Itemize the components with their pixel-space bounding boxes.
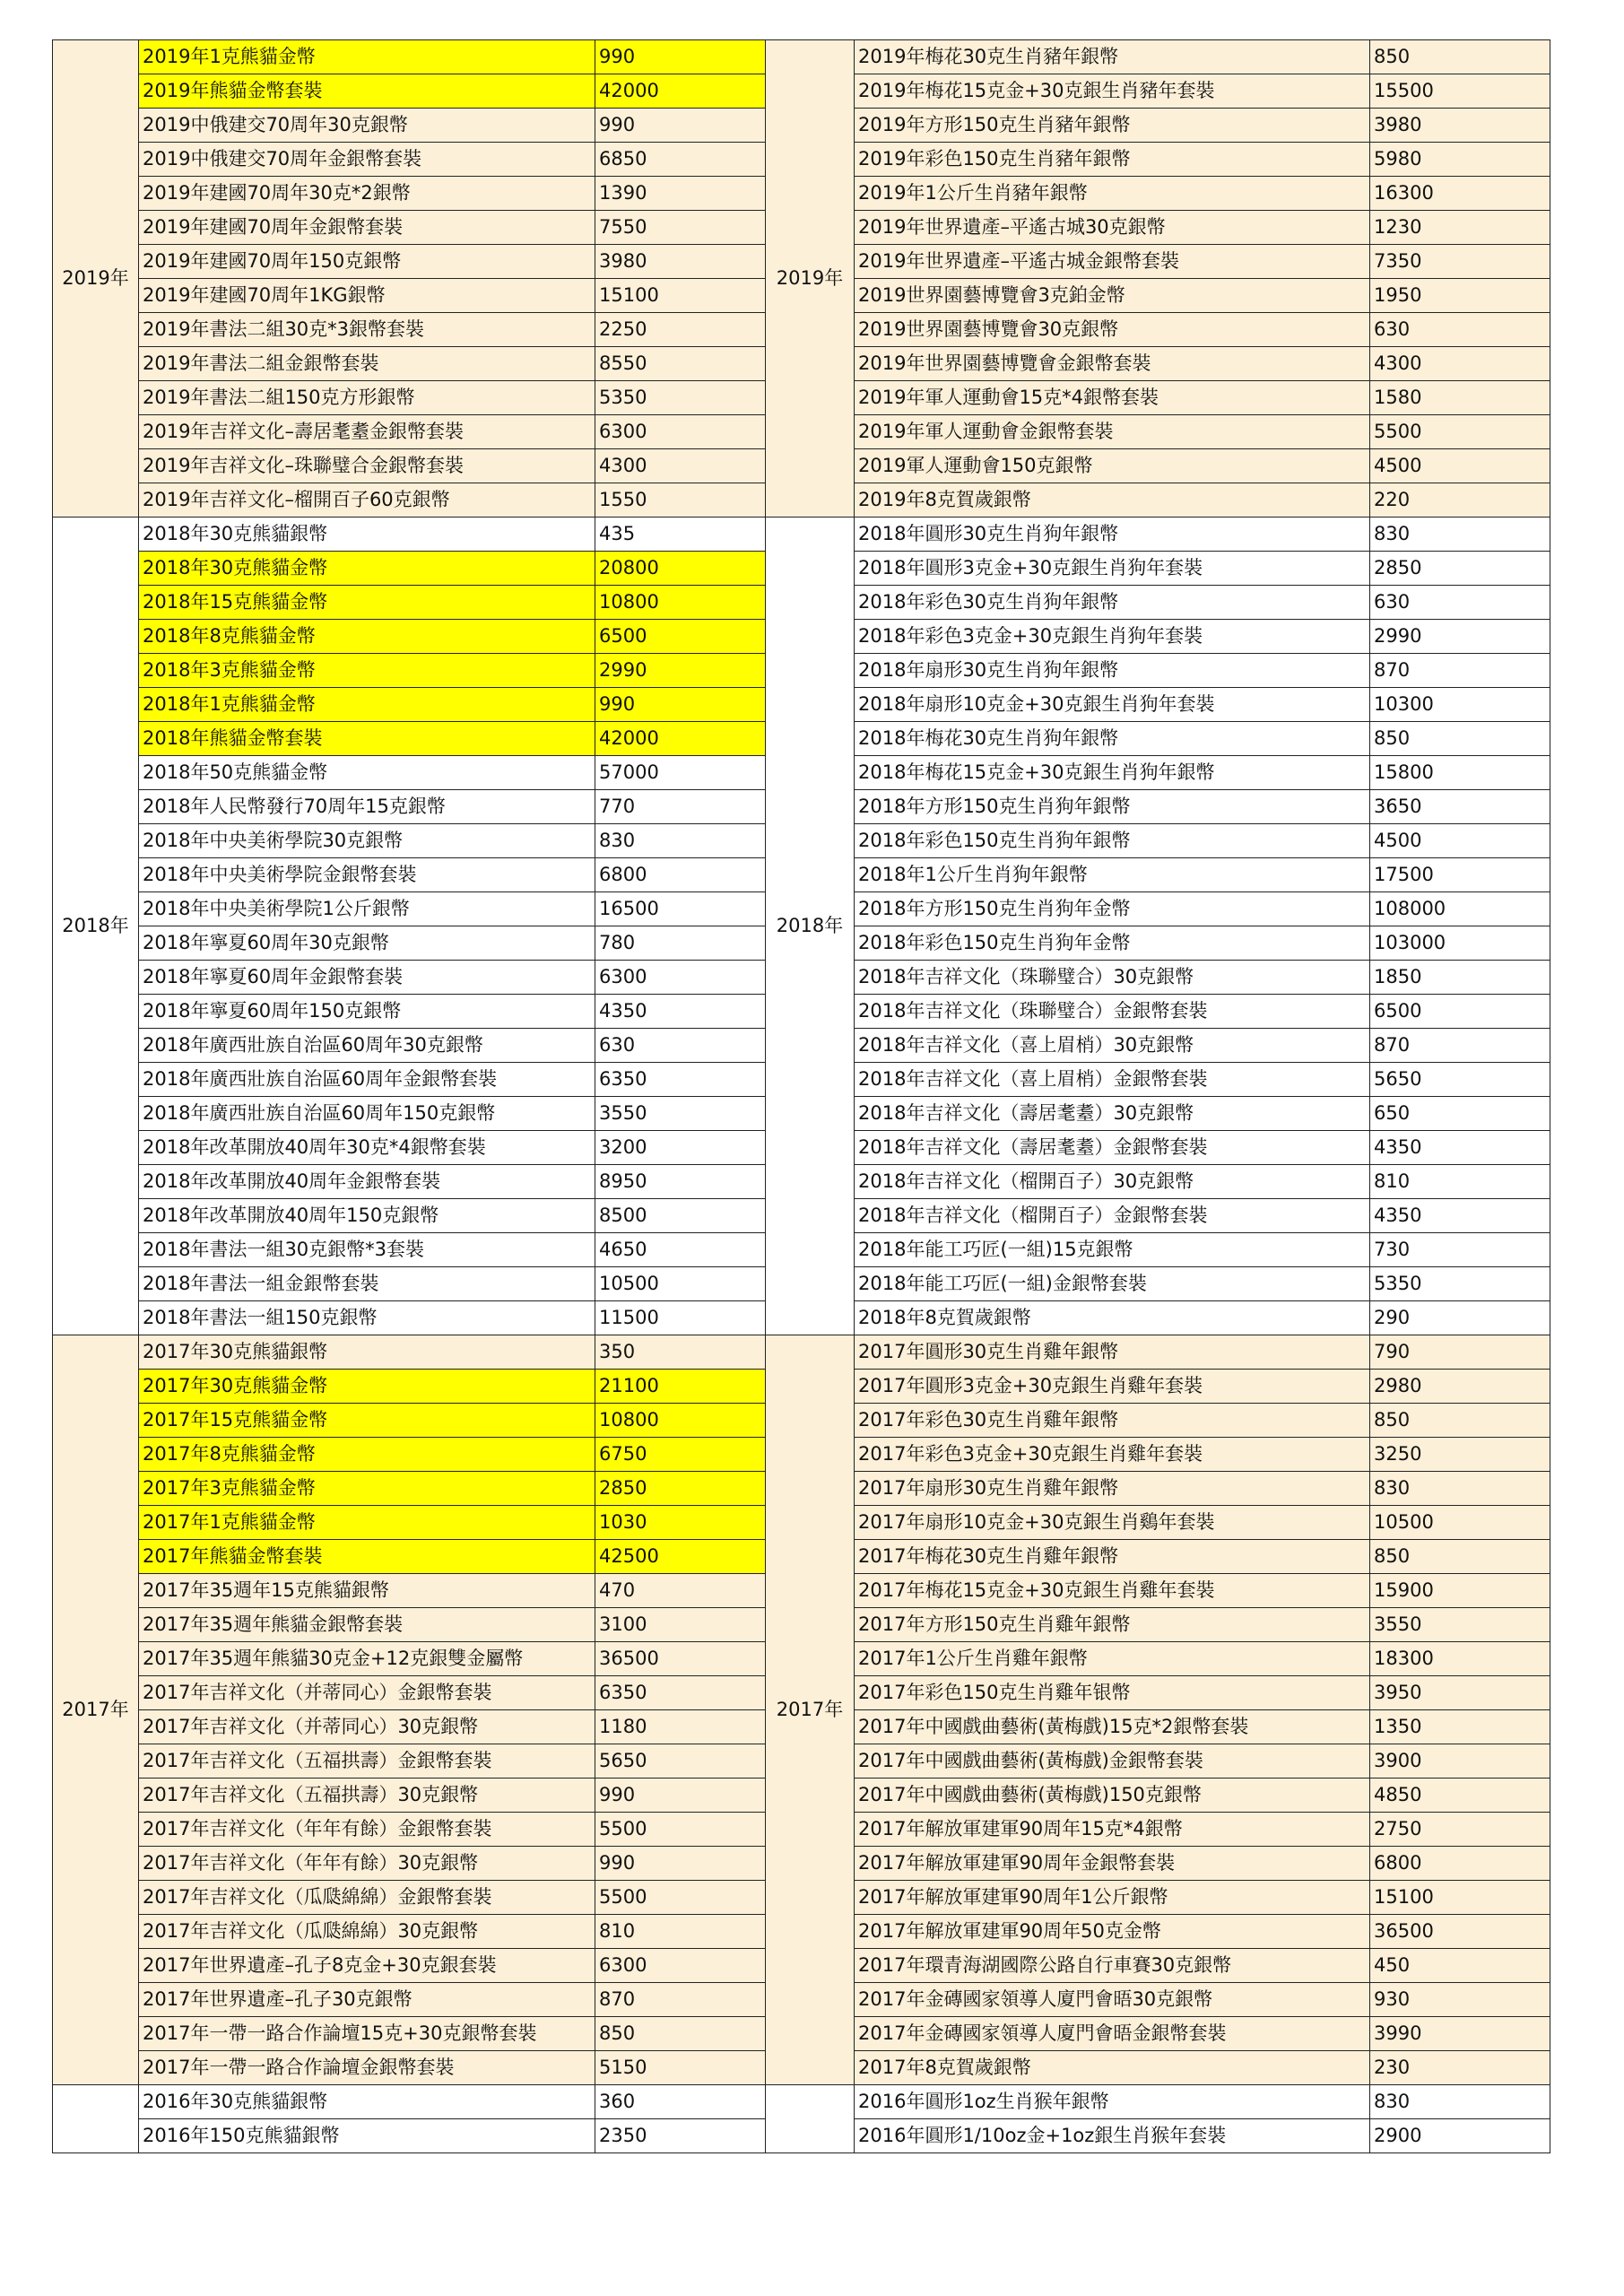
- item-name-cell: 2018年吉祥文化（榴開百子）金銀幣套裝: [855, 1199, 1370, 1233]
- item-price-cell: 10500: [595, 1267, 766, 1301]
- year-label-left: [53, 2085, 139, 2153]
- item-name-cell: 2018年書法一組金銀幣套裝: [139, 1267, 595, 1301]
- item-price-cell: 2990: [1370, 620, 1550, 654]
- item-name-cell: 2017年15克熊貓金幣: [139, 1404, 595, 1438]
- item-price-cell: 4300: [595, 449, 766, 483]
- item-name-cell: 2019年建國70周年金銀幣套裝: [139, 211, 595, 245]
- item-name-cell: 2019年世界遺產–平遙古城30克銀幣: [855, 211, 1370, 245]
- item-name-cell: 2018年寧夏60周年30克銀幣: [139, 926, 595, 961]
- item-name-cell: 2019年方形150克生肖豬年銀幣: [855, 109, 1370, 143]
- year-label-right: 2017年: [766, 1335, 855, 2085]
- item-price-cell: 2750: [1370, 1813, 1550, 1847]
- item-price-cell: 42000: [595, 722, 766, 756]
- item-name-cell: 2019中俄建交70周年金銀幣套裝: [139, 143, 595, 177]
- item-price-cell: 1230: [1370, 211, 1550, 245]
- item-price-cell: 850: [1370, 1540, 1550, 1574]
- item-price-cell: 730: [1370, 1233, 1550, 1267]
- item-price-cell: 5650: [1370, 1063, 1550, 1097]
- item-price-cell: 15100: [1370, 1881, 1550, 1915]
- item-name-cell: 2018年圓形30克生肖狗年銀幣: [855, 517, 1370, 552]
- item-name-cell: 2018年寧夏60周年150克銀幣: [139, 995, 595, 1029]
- item-name-cell: 2018年吉祥文化（珠聯璧合）金銀幣套裝: [855, 995, 1370, 1029]
- item-price-cell: 870: [595, 1983, 766, 2017]
- item-name-cell: 2017年解放軍建軍90周年金銀幣套裝: [855, 1847, 1370, 1881]
- item-name-cell: 2018年人民幣發行70周年15克銀幣: [139, 790, 595, 824]
- item-price-cell: 230: [1370, 2051, 1550, 2085]
- year-label-right: [766, 2085, 855, 2153]
- item-price-cell: 3200: [595, 1131, 766, 1165]
- item-name-cell: 2018年吉祥文化（壽居耄耋）30克銀幣: [855, 1097, 1370, 1131]
- item-name-cell: 2019年吉祥文化–壽居耄耋金銀幣套裝: [139, 415, 595, 449]
- item-price-cell: 870: [1370, 1029, 1550, 1063]
- item-price-cell: 990: [595, 1847, 766, 1881]
- item-name-cell: 2017年中國戲曲藝術(黃梅戲)150克銀幣: [855, 1779, 1370, 1813]
- item-name-cell: 2017年一帶一路合作論壇15克+30克銀幣套裝: [139, 2017, 595, 2051]
- item-price-cell: 360: [595, 2085, 766, 2119]
- item-price-cell: 6800: [595, 858, 766, 892]
- item-name-cell: 2017年梅花30克生肖雞年銀幣: [855, 1540, 1370, 1574]
- item-price-cell: 57000: [595, 756, 766, 790]
- item-price-cell: 7550: [595, 211, 766, 245]
- item-price-cell: 15500: [1370, 74, 1550, 109]
- item-price-cell: 1350: [1370, 1710, 1550, 1744]
- item-name-cell: 2018年中央美術學院金銀幣套裝: [139, 858, 595, 892]
- item-name-cell: 2019年軍人運動會15克*4銀幣套裝: [855, 381, 1370, 415]
- item-price-cell: 435: [595, 517, 766, 552]
- item-name-cell: 2019年熊貓金幣套裝: [139, 74, 595, 109]
- item-price-cell: 16300: [1370, 177, 1550, 211]
- item-name-cell: 2018年寧夏60周年金銀幣套裝: [139, 961, 595, 995]
- item-name-cell: 2017年吉祥文化（瓜瓞綿綿）30克銀幣: [139, 1915, 595, 1949]
- item-name-cell: 2018年改革開放40周年30克*4銀幣套裝: [139, 1131, 595, 1165]
- item-price-cell: 4850: [1370, 1779, 1550, 1813]
- item-price-cell: 17500: [1370, 858, 1550, 892]
- item-price-cell: 3550: [595, 1097, 766, 1131]
- item-price-cell: 3650: [1370, 790, 1550, 824]
- item-name-cell: 2017年環青海湖國際公路自行車賽30克銀幣: [855, 1949, 1370, 1983]
- item-price-cell: 20800: [595, 552, 766, 586]
- item-name-cell: 2018年8克賀歲銀幣: [855, 1301, 1370, 1335]
- item-price-cell: 3980: [595, 245, 766, 279]
- item-price-cell: 3990: [1370, 2017, 1550, 2051]
- item-name-cell: 2018年1公斤生肖狗年銀幣: [855, 858, 1370, 892]
- item-name-cell: 2017年中國戲曲藝術(黃梅戲)15克*2銀幣套裝: [855, 1710, 1370, 1744]
- item-name-cell: 2018年圓形3克金+30克銀生肖狗年套裝: [855, 552, 1370, 586]
- item-price-cell: 6750: [595, 1438, 766, 1472]
- item-name-cell: 2016年圓形1/10oz金+1oz銀生肖猴年套裝: [855, 2119, 1370, 2153]
- item-name-cell: 2017年彩色150克生肖雞年银幣: [855, 1676, 1370, 1710]
- year-label-left: 2018年: [53, 517, 139, 1335]
- item-price-cell: 1180: [595, 1710, 766, 1744]
- item-price-cell: 220: [1370, 483, 1550, 517]
- item-price-cell: 830: [595, 824, 766, 858]
- item-name-cell: 2016年150克熊貓銀幣: [139, 2119, 595, 2153]
- item-price-cell: 42500: [595, 1540, 766, 1574]
- item-price-cell: 10300: [1370, 688, 1550, 722]
- item-price-cell: 5650: [595, 1744, 766, 1779]
- item-price-cell: 7350: [1370, 245, 1550, 279]
- item-name-cell: 2017年解放軍建軍90周年1公斤銀幣: [855, 1881, 1370, 1915]
- item-name-cell: 2019年書法二組金銀幣套裝: [139, 347, 595, 381]
- item-name-cell: 2017年解放軍建軍90周年15克*4銀幣: [855, 1813, 1370, 1847]
- item-name-cell: 2017年吉祥文化（年年有餘）30克銀幣: [139, 1847, 595, 1881]
- item-name-cell: 2017年30克熊貓金幣: [139, 1370, 595, 1404]
- item-name-cell: 2017年一帶一路合作論壇金銀幣套裝: [139, 2051, 595, 2085]
- item-price-cell: 1030: [595, 1506, 766, 1540]
- item-price-cell: 830: [1370, 2085, 1550, 2119]
- item-name-cell: 2018年吉祥文化（喜上眉梢）30克銀幣: [855, 1029, 1370, 1063]
- item-name-cell: 2019年1克熊貓金幣: [139, 40, 595, 74]
- item-name-cell: 2017年30克熊貓銀幣: [139, 1335, 595, 1370]
- item-price-cell: 15900: [1370, 1574, 1550, 1608]
- item-price-cell: 3950: [1370, 1676, 1550, 1710]
- item-name-cell: 2017年35週年15克熊貓銀幣: [139, 1574, 595, 1608]
- year-label-left: 2017年: [53, 1335, 139, 2085]
- item-name-cell: 2018年中央美術學院30克銀幣: [139, 824, 595, 858]
- item-name-cell: 2018年8克熊貓金幣: [139, 620, 595, 654]
- item-price-cell: 350: [595, 1335, 766, 1370]
- table-row: [53, 517, 1550, 552]
- item-price-cell: 6800: [1370, 1847, 1550, 1881]
- item-price-cell: 830: [1370, 517, 1550, 552]
- item-price-cell: 8950: [595, 1165, 766, 1199]
- item-name-cell: 2017年吉祥文化（五福拱壽）30克銀幣: [139, 1779, 595, 1813]
- item-name-cell: 2018年30克熊貓金幣: [139, 552, 595, 586]
- item-price-cell: 5500: [595, 1881, 766, 1915]
- item-name-cell: 2018年彩色150克生肖狗年金幣: [855, 926, 1370, 961]
- item-name-cell: 2019年梅花30克生肖豬年銀幣: [855, 40, 1370, 74]
- item-price-cell: 5350: [1370, 1267, 1550, 1301]
- item-price-cell: 1580: [1370, 381, 1550, 415]
- item-price-cell: 4300: [1370, 347, 1550, 381]
- item-price-cell: 8550: [595, 347, 766, 381]
- item-name-cell: 2019年世界遺產–平遙古城金銀幣套裝: [855, 245, 1370, 279]
- item-price-cell: 630: [1370, 586, 1550, 620]
- item-price-cell: 850: [1370, 1404, 1550, 1438]
- item-name-cell: 2017年1公斤生肖雞年銀幣: [855, 1642, 1370, 1676]
- price-table-body: [53, 40, 1550, 2153]
- item-name-cell: 2017年吉祥文化（瓜瓞綿綿）金銀幣套裝: [139, 1881, 595, 1915]
- item-price-cell: 4650: [595, 1233, 766, 1267]
- item-name-cell: 2018年彩色150克生肖狗年銀幣: [855, 824, 1370, 858]
- price-table: [52, 39, 1550, 2153]
- item-price-cell: 2990: [595, 654, 766, 688]
- item-price-cell: 990: [595, 40, 766, 74]
- item-name-cell: 2018年方形150克生肖狗年金幣: [855, 892, 1370, 926]
- item-price-cell: 810: [595, 1915, 766, 1949]
- item-name-cell: 2017年世界遺產–孔子30克銀幣: [139, 1983, 595, 2017]
- item-name-cell: 2019年吉祥文化–珠聯璧合金銀幣套裝: [139, 449, 595, 483]
- item-name-cell: 2019年軍人運動會金銀幣套裝: [855, 415, 1370, 449]
- item-price-cell: 2980: [1370, 1370, 1550, 1404]
- item-price-cell: 10500: [1370, 1506, 1550, 1540]
- item-name-cell: 2018年廣西壯族自治區60周年金銀幣套裝: [139, 1063, 595, 1097]
- item-name-cell: 2017年8克熊貓金幣: [139, 1438, 595, 1472]
- item-name-cell: 2019年世界園藝博覽會金銀幣套裝: [855, 347, 1370, 381]
- item-price-cell: 290: [1370, 1301, 1550, 1335]
- item-price-cell: 2850: [595, 1472, 766, 1506]
- item-price-cell: 6850: [595, 143, 766, 177]
- item-name-cell: 2019年梅花15克金+30克銀生肖豬年套裝: [855, 74, 1370, 109]
- item-price-cell: 108000: [1370, 892, 1550, 926]
- item-price-cell: 850: [1370, 40, 1550, 74]
- item-price-cell: 42000: [595, 74, 766, 109]
- item-price-cell: 810: [1370, 1165, 1550, 1199]
- item-name-cell: 2018年3克熊貓金幣: [139, 654, 595, 688]
- item-price-cell: 6300: [595, 1949, 766, 1983]
- item-price-cell: 6300: [595, 415, 766, 449]
- item-name-cell: 2017年吉祥文化（并蒂同心）30克銀幣: [139, 1710, 595, 1744]
- item-price-cell: 3550: [1370, 1608, 1550, 1642]
- item-name-cell: 2018年吉祥文化（榴開百子）30克銀幣: [855, 1165, 1370, 1199]
- year-label-left: 2019年: [53, 40, 139, 517]
- item-price-cell: 1850: [1370, 961, 1550, 995]
- item-name-cell: 2017年吉祥文化（年年有餘）金銀幣套裝: [139, 1813, 595, 1847]
- table-row: [53, 40, 1550, 74]
- item-price-cell: 4350: [595, 995, 766, 1029]
- item-name-cell: 2017年3克熊貓金幣: [139, 1472, 595, 1506]
- item-name-cell: 2019年8克賀歲銀幣: [855, 483, 1370, 517]
- item-price-cell: 6500: [595, 620, 766, 654]
- item-price-cell: 630: [595, 1029, 766, 1063]
- item-name-cell: 2019年書法二組30克*3銀幣套裝: [139, 313, 595, 347]
- item-name-cell: 2017年35週年熊貓30克金+12克銀雙金屬幣: [139, 1642, 595, 1676]
- item-name-cell: 2019年彩色150克生肖豬年銀幣: [855, 143, 1370, 177]
- item-price-cell: 103000: [1370, 926, 1550, 961]
- item-price-cell: 6500: [1370, 995, 1550, 1029]
- item-name-cell: 2018年改革開放40周年金銀幣套裝: [139, 1165, 595, 1199]
- item-name-cell: 2018年1克熊貓金幣: [139, 688, 595, 722]
- item-price-cell: 790: [1370, 1335, 1550, 1370]
- item-price-cell: 990: [595, 109, 766, 143]
- item-price-cell: 36500: [1370, 1915, 1550, 1949]
- year-label-right: 2018年: [766, 517, 855, 1335]
- item-name-cell: 2017年世界遺產–孔子8克金+30克銀套裝: [139, 1949, 595, 1983]
- item-price-cell: 15800: [1370, 756, 1550, 790]
- item-name-cell: 2018年吉祥文化（喜上眉梢）金銀幣套裝: [855, 1063, 1370, 1097]
- item-name-cell: 2018年吉祥文化（壽居耄耋）金銀幣套裝: [855, 1131, 1370, 1165]
- item-name-cell: 2018年扇形10克金+30克銀生肖狗年套裝: [855, 688, 1370, 722]
- item-name-cell: 2018年能工巧匠(一組)金銀幣套裝: [855, 1267, 1370, 1301]
- item-price-cell: 850: [1370, 722, 1550, 756]
- item-price-cell: 15100: [595, 279, 766, 313]
- item-price-cell: 3900: [1370, 1744, 1550, 1779]
- item-name-cell: 2017年扇形30克生肖雞年銀幣: [855, 1472, 1370, 1506]
- table-row: [53, 2085, 1550, 2119]
- item-price-cell: 470: [595, 1574, 766, 1608]
- item-name-cell: 2018年能工巧匠(一組)15克銀幣: [855, 1233, 1370, 1267]
- item-name-cell: 2018年熊貓金幣套裝: [139, 722, 595, 756]
- item-name-cell: 2019中俄建交70周年30克銀幣: [139, 109, 595, 143]
- item-name-cell: 2017年彩色3克金+30克銀生肖雞年套裝: [855, 1438, 1370, 1472]
- item-price-cell: 5150: [595, 2051, 766, 2085]
- item-price-cell: 630: [1370, 313, 1550, 347]
- item-price-cell: 930: [1370, 1983, 1550, 2017]
- item-name-cell: 2017年解放軍建軍90周年50克金幣: [855, 1915, 1370, 1949]
- item-price-cell: 6350: [595, 1063, 766, 1097]
- item-price-cell: 5500: [595, 1813, 766, 1847]
- item-name-cell: 2017年35週年熊貓金銀幣套裝: [139, 1608, 595, 1642]
- item-price-cell: 850: [595, 2017, 766, 2051]
- item-price-cell: 11500: [595, 1301, 766, 1335]
- item-price-cell: 21100: [595, 1370, 766, 1404]
- item-name-cell: 2018年書法一組150克銀幣: [139, 1301, 595, 1335]
- item-name-cell: 2018年改革開放40周年150克銀幣: [139, 1199, 595, 1233]
- table-row: [53, 1335, 1550, 1370]
- item-price-cell: 870: [1370, 654, 1550, 688]
- item-name-cell: 2017年彩色30克生肖雞年銀幣: [855, 1404, 1370, 1438]
- item-name-cell: 2018年書法一組30克銀幣*3套裝: [139, 1233, 595, 1267]
- item-name-cell: 2019年建國70周年150克銀幣: [139, 245, 595, 279]
- item-name-cell: 2018年彩色3克金+30克銀生肖狗年套裝: [855, 620, 1370, 654]
- item-price-cell: 5980: [1370, 143, 1550, 177]
- item-name-cell: 2018年30克熊貓銀幣: [139, 517, 595, 552]
- item-price-cell: 5500: [1370, 415, 1550, 449]
- item-price-cell: 990: [595, 688, 766, 722]
- item-name-cell: 2018年梅花15克金+30克銀生肖狗年銀幣: [855, 756, 1370, 790]
- item-name-cell: 2019年建國70周年1KG銀幣: [139, 279, 595, 313]
- item-price-cell: 3980: [1370, 109, 1550, 143]
- item-name-cell: 2017年圓形30克生肖雞年銀幣: [855, 1335, 1370, 1370]
- item-name-cell: 2017年金磚國家領導人廈門會晤金銀幣套裝: [855, 2017, 1370, 2051]
- item-price-cell: 6300: [595, 961, 766, 995]
- item-name-cell: 2019年書法二組150克方形銀幣: [139, 381, 595, 415]
- item-name-cell: 2019世界園藝博覽會30克銀幣: [855, 313, 1370, 347]
- item-name-cell: 2016年圓形1oz生肖猴年銀幣: [855, 2085, 1370, 2119]
- item-name-cell: 2018年扇形30克生肖狗年銀幣: [855, 654, 1370, 688]
- item-price-cell: 2350: [595, 2119, 766, 2153]
- item-price-cell: 1950: [1370, 279, 1550, 313]
- item-price-cell: 8500: [595, 1199, 766, 1233]
- item-name-cell: 2018年中央美術學院1公斤銀幣: [139, 892, 595, 926]
- item-price-cell: 4350: [1370, 1131, 1550, 1165]
- item-price-cell: 6350: [595, 1676, 766, 1710]
- item-price-cell: 770: [595, 790, 766, 824]
- item-price-cell: 4500: [1370, 824, 1550, 858]
- item-name-cell: 2017年扇形10克金+30克銀生肖鷄年套裝: [855, 1506, 1370, 1540]
- item-name-cell: 2019年建國70周年30克*2銀幣: [139, 177, 595, 211]
- item-name-cell: 2017年吉祥文化（五福拱壽）金銀幣套裝: [139, 1744, 595, 1779]
- item-name-cell: 2017年金磚國家領導人廈門會晤30克銀幣: [855, 1983, 1370, 2017]
- item-name-cell: 2019年1公斤生肖豬年銀幣: [855, 177, 1370, 211]
- item-name-cell: 2018年15克熊貓金幣: [139, 586, 595, 620]
- item-name-cell: 2017年方形150克生肖雞年銀幣: [855, 1608, 1370, 1642]
- item-name-cell: 2017年圓形3克金+30克銀生肖雞年套裝: [855, 1370, 1370, 1404]
- item-price-cell: 3250: [1370, 1438, 1550, 1472]
- item-name-cell: 2018年梅花30克生肖狗年銀幣: [855, 722, 1370, 756]
- item-name-cell: 2018年50克熊貓金幣: [139, 756, 595, 790]
- year-label-right: 2019年: [766, 40, 855, 517]
- item-name-cell: 2017年1克熊貓金幣: [139, 1506, 595, 1540]
- item-name-cell: 2017年梅花15克金+30克銀生肖雞年套裝: [855, 1574, 1370, 1608]
- item-name-cell: 2017年吉祥文化（并蒂同心）金銀幣套裝: [139, 1676, 595, 1710]
- item-price-cell: 2900: [1370, 2119, 1550, 2153]
- item-price-cell: 10800: [595, 586, 766, 620]
- item-name-cell: 2018年廣西壯族自治區60周年150克銀幣: [139, 1097, 595, 1131]
- item-name-cell: 2019年吉祥文化–榴開百子60克銀幣: [139, 483, 595, 517]
- item-name-cell: 2018年吉祥文化（珠聯璧合）30克銀幣: [855, 961, 1370, 995]
- item-price-cell: 2850: [1370, 552, 1550, 586]
- item-price-cell: 36500: [595, 1642, 766, 1676]
- item-price-cell: 450: [1370, 1949, 1550, 1983]
- item-price-cell: 5350: [595, 381, 766, 415]
- item-price-cell: 990: [595, 1779, 766, 1813]
- item-name-cell: 2017年中國戲曲藝術(黃梅戲)金銀幣套裝: [855, 1744, 1370, 1779]
- item-price-cell: 830: [1370, 1472, 1550, 1506]
- item-price-cell: 1390: [595, 177, 766, 211]
- item-price-cell: 3100: [595, 1608, 766, 1642]
- item-name-cell: 2019世界園藝博覽會3克鉑金幣: [855, 279, 1370, 313]
- item-name-cell: 2016年30克熊貓銀幣: [139, 2085, 595, 2119]
- item-price-cell: 2250: [595, 313, 766, 347]
- price-list: [52, 39, 1550, 2153]
- item-name-cell: 2019軍人運動會150克銀幣: [855, 449, 1370, 483]
- item-price-cell: 4500: [1370, 449, 1550, 483]
- item-name-cell: 2017年8克賀歲銀幣: [855, 2051, 1370, 2085]
- item-name-cell: 2018年方形150克生肖狗年銀幣: [855, 790, 1370, 824]
- item-price-cell: 18300: [1370, 1642, 1550, 1676]
- item-name-cell: 2017年熊貓金幣套裝: [139, 1540, 595, 1574]
- item-price-cell: 780: [595, 926, 766, 961]
- item-name-cell: 2018年彩色30克生肖狗年銀幣: [855, 586, 1370, 620]
- item-price-cell: 16500: [595, 892, 766, 926]
- item-name-cell: 2018年廣西壯族自治區60周年30克銀幣: [139, 1029, 595, 1063]
- item-price-cell: 650: [1370, 1097, 1550, 1131]
- item-price-cell: 4350: [1370, 1199, 1550, 1233]
- item-price-cell: 1550: [595, 483, 766, 517]
- item-price-cell: 10800: [595, 1404, 766, 1438]
